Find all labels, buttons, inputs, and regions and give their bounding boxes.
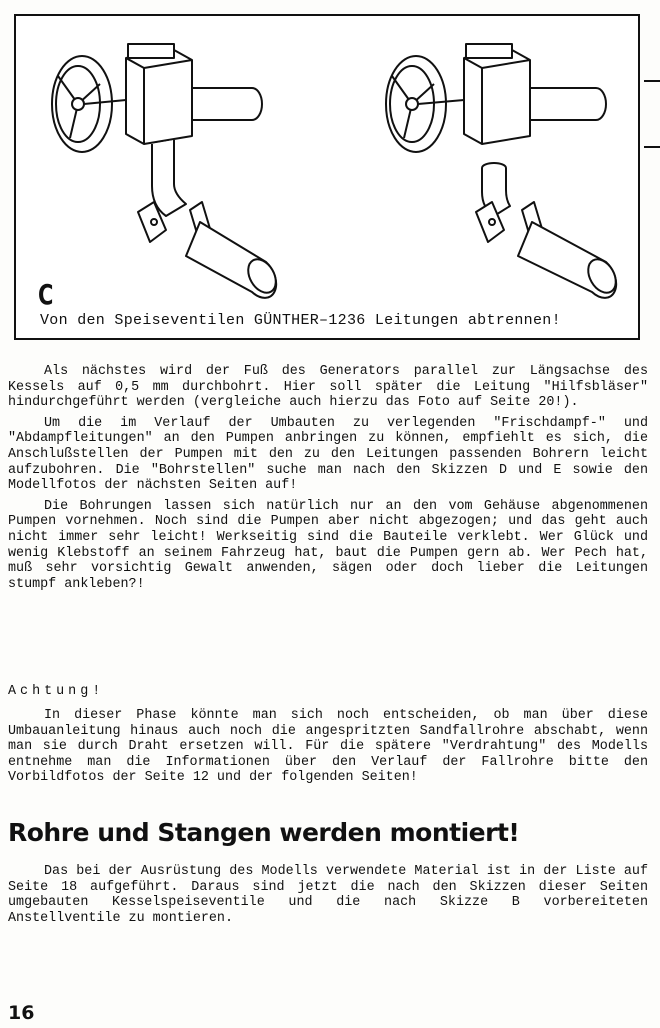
paragraph: In dieser Phase könnte man sich noch entscheiden, ob man über diese Umbauanleitung hinaus auch noch die angespritzten Sandfallrohre abschabt, wenn man sie durch Draht ersetzen will. Für die spätere "Verdrahtung" des Modells entnehme man die Informationen über den Verlauf der Fallrohre bitte den Vorbildfotos der Seite 12 und der folgenden Seiten! <box>8 708 648 786</box>
section-1 <box>8 364 648 592</box>
left-valve-assembly <box>52 44 281 298</box>
section-2 <box>8 864 648 926</box>
figure-letter: C <box>38 278 54 311</box>
right-valve-assembly <box>386 44 621 298</box>
paragraph: Um die im Verlauf der Umbauten zu verlegenden "Frischdampf-" und "Abdampfleitungen" an den Pumpen anbringen zu können, empfiehlt es sich, die Anschlußstellen der Pumpen mit den zu den Leitungen passenden Bohrern leicht aufzubohren. Die "Bohrstellen" suche man nach den Skizzen D und E sowie den Modellfotos der nächsten Seiten auf! <box>8 415 648 494</box>
attention-section <box>8 708 648 786</box>
figure-c <box>14 14 640 340</box>
valve-illustration <box>16 16 638 338</box>
edge-mark <box>644 146 660 148</box>
paragraph: Die Bohrungen lassen sich natürlich nur an den vom Gehäuse abgenommenen Pumpen vornehmen. Noch sind die Pumpen aber nicht abgezogen; und das geht auch nicht immer sehr leicht! Werkseitig sind die Bauteile verklebt. Wer Glück und wenig Klebstoff an seinem Fahrzeug hat, baut die Pumpen gern ab. Wer Pech hat, muß sehr vorsichtig Gewalt anwenden, sägen oder doch lieber die Leitungen stumpf ankleben?! <box>8 498 648 592</box>
paragraph: Das bei der Ausrüstung des Modells verwendete Material ist in der Liste auf Seite 18 aufgeführt. Daraus sind jetzt die nach den Skizzen dieser Seiten umgebauten Kesselspeiseventile und die nach Skizze B vorbereiteten Anstellventile zu montieren. <box>8 864 648 926</box>
attention-label: Achtung! <box>8 684 105 699</box>
page-number: 16 <box>8 1002 35 1024</box>
section-heading: Rohre und Stangen werden montiert! <box>8 818 520 847</box>
paragraph: Als nächstes wird der Fuß des Generators parallel zur Längsachse des Kessels auf 0,5 mm durchbohrt. Hier soll später die Leitung "Hilfsbläser" hindurchgeführt werden (vergleiche auch hierzu das Foto auf Seite 20!). <box>8 364 648 411</box>
edge-mark <box>644 80 660 82</box>
figure-caption: Von den Speiseventilen GÜNTHER–1236 Leitungen abtrennen! <box>40 312 561 329</box>
